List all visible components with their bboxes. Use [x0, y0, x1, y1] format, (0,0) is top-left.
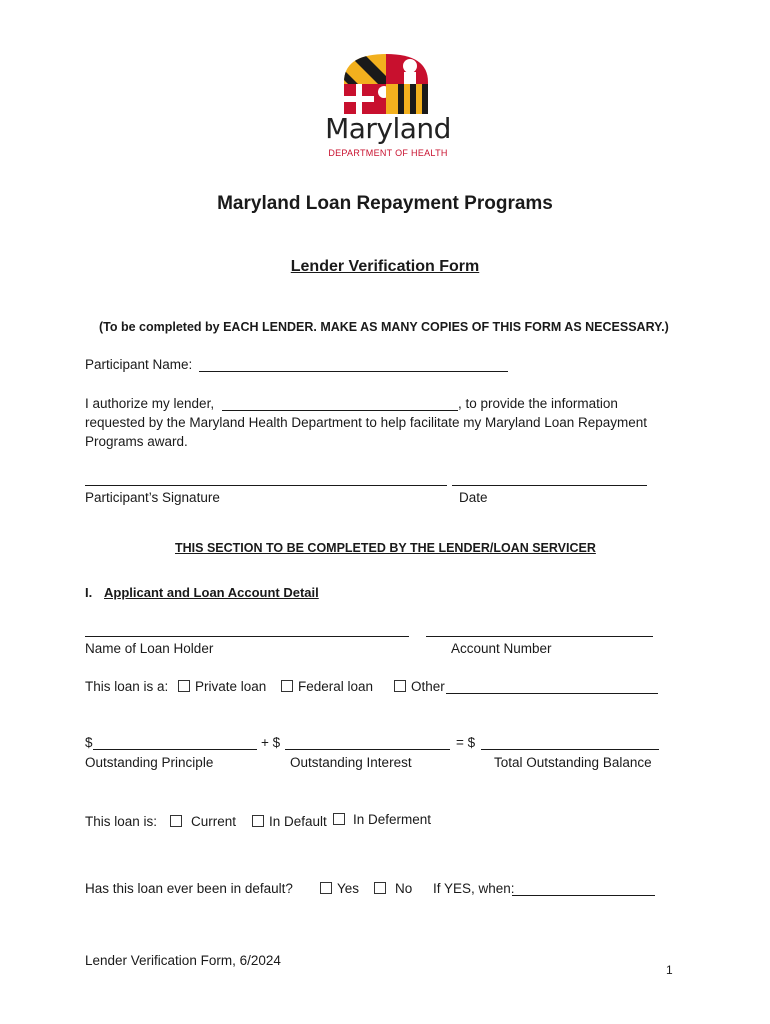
- maryland-logo: [340, 52, 432, 114]
- account-number-label: Account Number: [451, 641, 552, 656]
- account-number-field[interactable]: [426, 636, 653, 637]
- signature-field[interactable]: [85, 485, 447, 486]
- private-loan-checkbox[interactable]: [178, 680, 190, 692]
- balance-field[interactable]: [481, 749, 659, 750]
- federal-loan-option[interactable]: [281, 679, 373, 694]
- principal-dollar: $: [85, 735, 93, 750]
- page-number: 1: [666, 963, 673, 977]
- plus-dollar: + $: [261, 735, 281, 750]
- in-deferment-checkbox[interactable]: [333, 813, 345, 825]
- lender-section-heading: THIS SECTION TO BE COMPLETED BY THE LENDER/LOAN SERVICER: [175, 541, 596, 555]
- private-loan-option[interactable]: [178, 679, 266, 694]
- authorize-line1-start: I authorize my lender,: [85, 396, 215, 411]
- federal-loan-checkbox[interactable]: [281, 680, 293, 692]
- participant-name-field[interactable]: [199, 371, 508, 372]
- default-yes-label: Yes: [337, 881, 360, 896]
- default-when-field[interactable]: [512, 895, 655, 896]
- loan-holder-field[interactable]: [85, 636, 409, 637]
- principal-field[interactable]: [93, 749, 257, 750]
- interest-label: Outstanding Interest: [290, 755, 412, 770]
- logo-subtitle: DEPARTMENT OF HEALTH: [328, 148, 448, 158]
- if-yes-label: If YES, when:: [433, 881, 515, 896]
- section-title: Applicant and Loan Account Detail: [104, 585, 319, 600]
- other-loan-option[interactable]: [394, 679, 445, 694]
- authorize-line1-end: , to provide the information: [458, 396, 618, 411]
- status-label: This loan is:: [85, 814, 158, 829]
- lender-name-field[interactable]: [222, 410, 458, 411]
- in-default-label: In Default: [269, 814, 327, 829]
- other-loan-checkbox[interactable]: [394, 680, 406, 692]
- authorize-line3: Programs award.: [85, 434, 188, 449]
- section-number: I.: [85, 585, 93, 600]
- current-option[interactable]: [170, 814, 236, 829]
- footer-form-id: Lender Verification Form, 6/2024: [85, 953, 281, 968]
- signature-label: Participant’s Signature: [85, 490, 220, 505]
- date-label: Date: [459, 490, 488, 505]
- in-default-checkbox[interactable]: [252, 815, 264, 827]
- instructions: (To be completed by EACH LENDER. MAKE AS MANY COPIES OF THIS FORM AS NECESSARY.): [99, 320, 669, 334]
- authorize-line2: requested by the Maryland Health Department to help facilitate my Maryland Loan Repayment: [85, 415, 648, 430]
- maryland-flag-shield-icon: [340, 52, 432, 114]
- date-field[interactable]: [452, 485, 647, 486]
- in-deferment-option[interactable]: [333, 812, 431, 827]
- private-loan-label: Private loan: [195, 679, 267, 694]
- current-checkbox[interactable]: [170, 815, 182, 827]
- interest-field[interactable]: [285, 749, 450, 750]
- current-label: Current: [191, 814, 237, 829]
- federal-loan-label: Federal loan: [298, 679, 374, 694]
- logo-wordmark: Maryland: [325, 112, 451, 145]
- balance-label: Total Outstanding Balance: [494, 755, 652, 770]
- participant-name-label: Participant Name:: [85, 357, 193, 372]
- loan-type-label: This loan is a:: [85, 679, 169, 694]
- document-title: Maryland Loan Repayment Programs: [217, 193, 553, 214]
- loan-holder-label: Name of Loan Holder: [85, 641, 214, 656]
- default-no-checkbox[interactable]: [374, 882, 386, 894]
- equals-dollar: = $: [456, 735, 476, 750]
- other-loan-field[interactable]: [446, 693, 658, 694]
- other-loan-label: Other: [411, 679, 445, 694]
- form-subtitle: Lender Verification Form: [290, 258, 480, 275]
- default-no-option[interactable]: [374, 881, 412, 896]
- principal-label: Outstanding Principle: [85, 755, 214, 770]
- in-default-option[interactable]: [252, 814, 327, 829]
- default-yes-option[interactable]: [320, 881, 359, 896]
- default-yes-checkbox[interactable]: [320, 882, 332, 894]
- default-no-label: No: [395, 881, 413, 896]
- default-question: Has this loan ever been in default?: [85, 881, 293, 896]
- in-deferment-label: In Deferment: [353, 812, 432, 827]
